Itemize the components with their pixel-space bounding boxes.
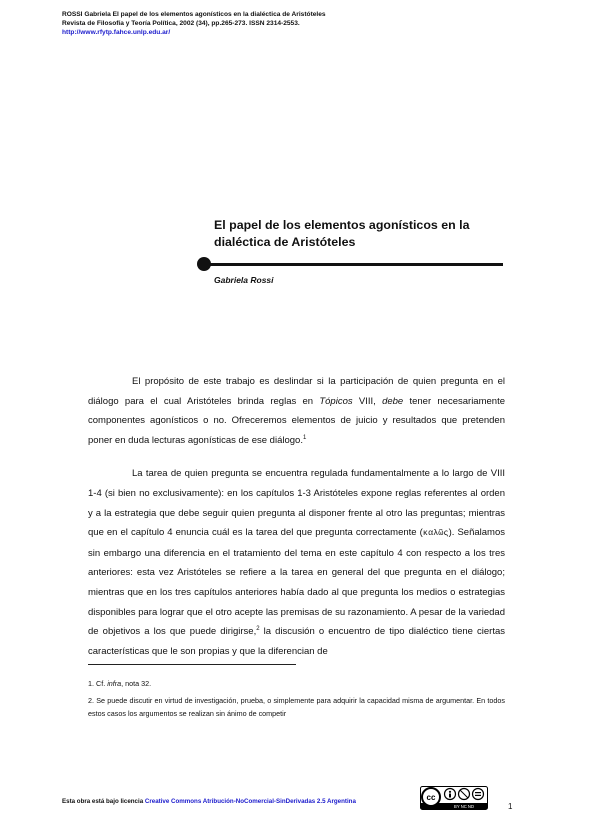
author-name: Gabriela Rossi [214, 275, 274, 285]
license-link[interactable]: Creative Commons Atribución-NoComercial-SinDerivadas 2.5 Argentina [144, 798, 356, 805]
header-journal: Revista de Filosofía y Teoría Política, 2002 (34), pp.265-273. ISSN 2314-2553. [62, 20, 300, 27]
greek-term: καλῶς [422, 528, 449, 539]
paragraph-2: La tarea de quien pregunta se encuentra regulada fundamentalmente a lo largo de VIII 1-4 (si bien no exclusivamente): en los capítulos 1-3 Aristóteles expone reglas referentes al orden y a la estrategia que debe seguir quien pregunta al disponer frente al otro las preguntas; mientras que en el capítulo 4 enuncia cuál es la tarea del que pregunta correctamente (καλῶς). Señalamos sin embargo una diferencia en el tratamiento del tema en este capítulo 4 con respecto a los tres anteriores: esta vez Aristóteles se refiere a la tarea en general del que pregunta en el diálogo; mientras que en los tres capítulos anteriores había dado al que pregunta los medios o estrategias disponibles para lograr que el otro acepte las premisas de su razonamiento. A pesar de la variedad de objetivos a los que puede dirigirse,$^2$ la discusión o encuentro de tipo dialéctico tiene ciertas características que le son propias y que la diferencian de [88, 468, 505, 657]
footnote-2: 2. Se puede discutir en virtud de investigación, prueba, o simplemente para adquirir la capacidad misma de argumentar. En todos estos casos los argumentos se realizan sin ánimo de competir [88, 696, 505, 718]
cc-license-badge[interactable] [420, 786, 488, 810]
title-bullet-dot [197, 257, 211, 271]
header-citation: ROSSI Gabriela El papel de los elementos agonísticos en la dialéctica de Aristóteles [62, 11, 326, 18]
topicos-italic: Tópicos [319, 395, 353, 407]
footnote-1: 1. Cf. infra, nota 32. [88, 679, 152, 688]
nd-icon [473, 789, 484, 800]
header-url-link[interactable]: http://www.rfytp.fahce.unlp.edu.ar/ [62, 29, 171, 36]
body-text [88, 372, 505, 661]
article-title [214, 217, 514, 250]
debe-italic: debe [382, 395, 404, 407]
title-line-2: dialéctica de Aristóteles [214, 234, 356, 249]
title-rule [206, 263, 503, 266]
footnote-ref-2[interactable]: 2 [256, 625, 260, 632]
footnote-ref-1[interactable]: 1 [302, 434, 307, 441]
cc-terms: BY NC ND [454, 804, 474, 809]
footnotes [88, 677, 505, 747]
title-line-1: El papel de los elementos agonísticos en la [214, 218, 470, 232]
page-number: 1 [508, 802, 513, 811]
license-footer: Esta obra está bajo licencia Creative Commons Atribución-NoComercial-SinDerivadas 2.5 Argentina [62, 798, 356, 805]
cc-icon: cc [426, 793, 436, 802]
footnote-separator [88, 664, 296, 665]
running-header [62, 10, 326, 37]
paragraph-1: El propósito de este trabajo es deslindar si la participación de quien pregunta en el diálogo para el cual Aristóteles brinda reglas en Tópicos VIII, debe tener necesariamente componentes agonísticos o no. Ofreceremos elementos de juicio y resultados que pretenden poner en duda lecturas agonísticas de ese diálogo.$^1$ [88, 376, 505, 446]
